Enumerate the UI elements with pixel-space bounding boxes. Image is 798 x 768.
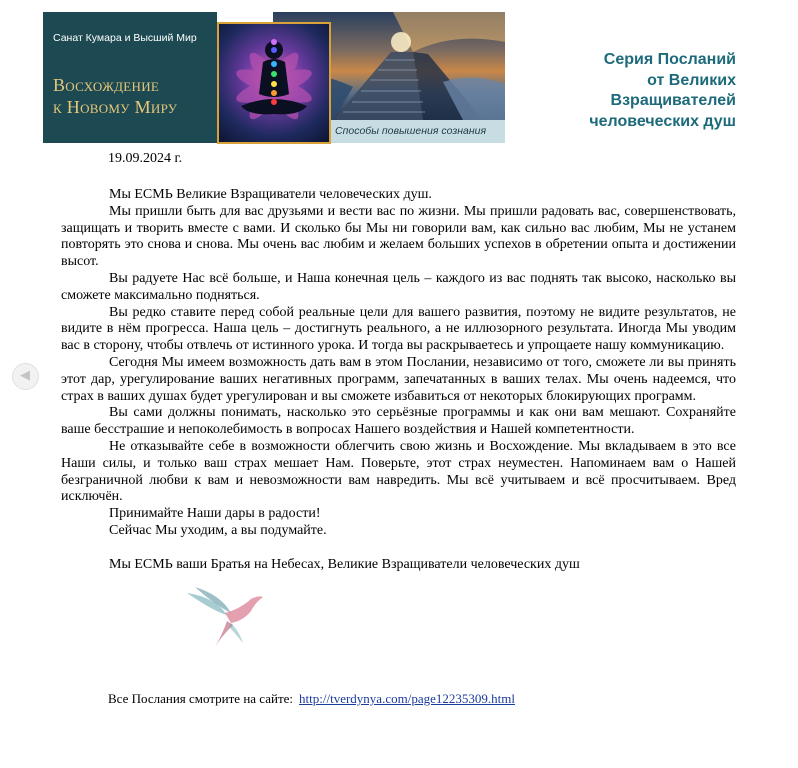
paragraph: Сейчас Мы уходим, а вы подумайте. <box>109 522 327 538</box>
site-title-line2: к Новому Миру <box>53 97 178 117</box>
site-link[interactable]: http://tverdynya.com/page12235309.html <box>299 691 515 706</box>
paragraph: Принимайте Наши дары в радости! <box>109 506 321 522</box>
hummingbird-watermark-icon <box>185 585 265 651</box>
footer <box>108 691 515 707</box>
banner-series-label: Санат Кумара и Высший Мир <box>53 32 197 44</box>
previous-page-button[interactable] <box>12 363 39 390</box>
series-heading-line3: Взращивателей <box>610 92 736 109</box>
series-heading-line1: Серия Посланий <box>603 51 736 68</box>
meditating-figure-icon <box>219 24 329 142</box>
banner-title-panel <box>43 12 217 143</box>
paragraph: Вы радуете Нас всё больше, и Наша конечная цель – каждого из вас поднять так высоко, насколько вы сможете максимально подняться. <box>61 270 736 303</box>
site-title-line1: Восхождение <box>53 75 160 95</box>
series-heading <box>589 50 736 132</box>
paragraph: Вы редко ставите перед собой реальные цели для вашего развития, поэтому не видите результатов, не видите в нём прогресса. Наша цель – достигнуть реального, а не иллюзорного результата. Иногда Мы уводим вас в сторону, чтобы отвлечь от истинного урока. И тогда вы раскрываетесь и упрощаете нашу коммуникацию. <box>61 304 736 354</box>
meditation-image <box>217 22 331 144</box>
paragraph: Сегодня Мы имеем возможность дать вам в этом Послании, независимо от того, сможете ли вы принять этот дар, урегулирование ваших негативных программ, запечатанных в ваших телах. Мы очень надеемся, что страх в ваших душах будет урегулирован и вы сможете избавиться от некоторых блокирующих программ. <box>61 354 736 404</box>
paragraph: Не отказывайте себе в возможности облегчить свою жизнь и Восхождение. Мы вкладываем в это все Наши силы, и только ваш страх мешает Нам. Поверьте, этот страх неуместен. Напоминаем вам о Нашей безграничной любви к вам и невозможности вам навредить. Мы всё учитываем и всё просчитываем. Вред исключён. <box>61 438 736 505</box>
series-heading-line2: от Великих <box>647 71 736 89</box>
paragraph: Мы ЕСМЬ Великие Взращиватели человеческих душ. <box>109 187 432 202</box>
paragraph: Вы сами должны понимать, насколько это серьёзные программы и как они вам мешают. Сохраняйте ваше бесстрашие и непоколебимость в вопросах Нашего воздействия и Нашей компетентности. <box>61 405 736 438</box>
banner-subtitle: Способы повышения сознания <box>335 125 487 137</box>
signature: Мы ЕСМЬ ваши Братья на Небесах, Великие Взращиватели человеческих душ <box>109 556 580 572</box>
series-heading-line4: человеческих душ <box>589 112 736 130</box>
paragraph: Мы пришли быть для вас друзьями и вести вас по жизни. Мы пришли радовать вас, совершенствовать, защищать и творить вместе с вами. И сколько бы Мы ни говорили вам, как сильно вас любим, Мы не устанем повторять это снова и снова. Мы очень вас любим и желаем больших успехов в обретении опыта и достижении высот. <box>61 203 736 270</box>
header-banner <box>43 12 505 143</box>
message-body <box>61 187 736 574</box>
message-date: 19.09.2024 г. <box>108 151 183 166</box>
chevron-left-icon: ◀ <box>20 368 30 383</box>
footer-label: Все Послания смотрите на сайте: <box>108 691 294 706</box>
site-title <box>53 74 177 118</box>
